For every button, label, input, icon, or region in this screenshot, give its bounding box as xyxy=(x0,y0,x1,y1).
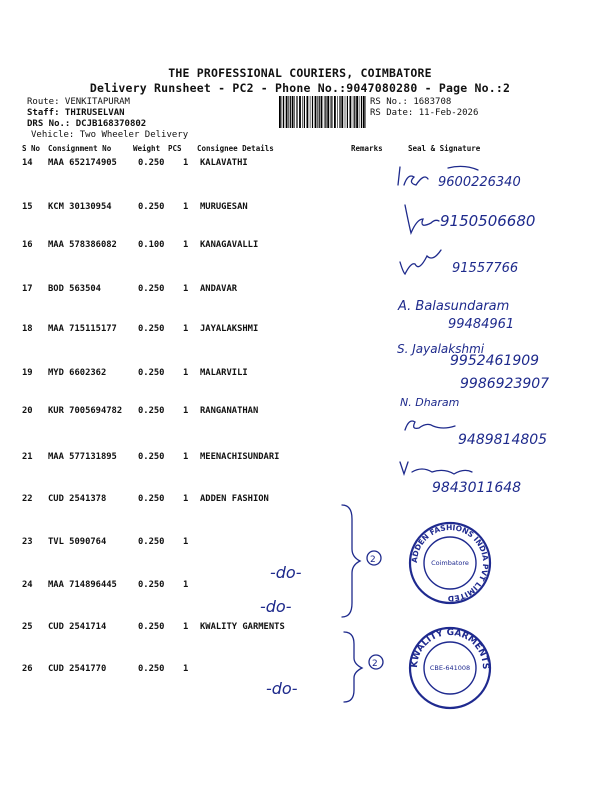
cell-sno: 24 xyxy=(22,580,33,590)
company-stamp xyxy=(410,628,490,708)
staff-label: Staff: THIRUSELVAN xyxy=(27,108,125,118)
cell-consignee: ANDAVAR xyxy=(200,284,238,294)
cell-weight: 0.250 xyxy=(138,580,165,590)
cell-consignment: MAA 714896445 xyxy=(48,580,117,590)
cell-weight: 0.250 xyxy=(138,664,165,674)
col-consignee: Consignee Details xyxy=(197,144,274,153)
col-weight: Weight xyxy=(133,144,161,153)
cell-weight: 0.250 xyxy=(138,324,165,334)
handwritten-phone: 9489814805 xyxy=(458,432,548,448)
handwritten-phone: 9952461909 xyxy=(450,353,540,369)
cell-consignee: JAYALAKSHMI xyxy=(200,324,259,334)
drs-number: DRS No.: DCJB168370802 xyxy=(27,119,147,129)
cell-consignment: MAA 652174905 xyxy=(48,158,117,168)
col-remarks: Remarks xyxy=(351,144,383,153)
cell-consignment: CUD 2541378 xyxy=(48,494,107,504)
handwritten-phone: 9600226340 xyxy=(438,175,521,190)
signature-scribble xyxy=(398,167,428,185)
cell-weight: 0.250 xyxy=(138,406,165,416)
cell-consignment: CUD 2541714 xyxy=(48,622,107,632)
vehicle-label: Vehicle: Two Wheeler Delivery xyxy=(31,130,189,140)
company-title: THE PROFESSIONAL COURIERS, COIMBATORE xyxy=(168,66,432,80)
cell-consignment: KCM 30130954 xyxy=(48,202,112,212)
cell-sno: 22 xyxy=(22,494,33,504)
cell-pcs: 1 xyxy=(183,622,189,632)
cell-pcs: 1 xyxy=(183,537,189,547)
signature-scribble xyxy=(400,250,441,274)
cell-consignee: RANGANATHAN xyxy=(200,406,259,416)
ditto-mark: -do- xyxy=(270,563,302,582)
cell-sno: 18 xyxy=(22,324,33,334)
cell-sno: 19 xyxy=(22,368,33,378)
handwritten-phone: 9150506680 xyxy=(440,212,536,230)
cell-pcs: 1 xyxy=(183,452,189,462)
cell-sno: 17 xyxy=(22,284,33,294)
col-consignment: Consignment No xyxy=(48,144,112,153)
handwritten-name: A. Balasundaram xyxy=(398,299,510,314)
handwritten-phone: 9986923907 xyxy=(460,376,550,392)
svg-text:CBE-641008: CBE-641008 xyxy=(429,664,471,672)
cell-sno: 16 xyxy=(22,240,33,250)
cell-sno: 15 xyxy=(22,202,33,212)
handwritten-name: S. Jayalakshmi xyxy=(397,342,485,356)
svg-text:2: 2 xyxy=(372,659,378,669)
cell-pcs: 1 xyxy=(183,494,189,504)
cell-sno: 21 xyxy=(22,452,33,462)
cell-consignee: ADDEN FASHION xyxy=(200,494,269,504)
cell-sno: 25 xyxy=(22,622,33,632)
cell-sno: 14 xyxy=(22,158,33,168)
cell-pcs: 1 xyxy=(183,284,189,294)
cell-weight: 0.250 xyxy=(138,368,165,378)
cell-consignee: KWALITY GARMENTS xyxy=(200,622,285,632)
cell-sno: 26 xyxy=(22,664,33,674)
runsheet-subtitle: Delivery Runsheet - PC2 - Phone No.:9047080280 - Page No.:2 xyxy=(89,81,511,95)
cell-consignment: MAA 577131895 xyxy=(48,452,117,462)
cell-pcs: 1 xyxy=(183,324,189,334)
cell-consignee: KANAGAVALLI xyxy=(200,240,259,250)
rs-number: RS No.: 1683708 xyxy=(370,97,452,107)
cell-pcs: 1 xyxy=(183,406,189,416)
cell-weight: 0.250 xyxy=(138,452,165,462)
signature-scribble xyxy=(400,462,472,474)
cell-consignment: CUD 2541770 xyxy=(48,664,107,674)
cell-consignment: MAA 578386082 xyxy=(48,240,117,250)
svg-text:ADDEN FASHIONS INDIA PVT LIMIT: ADDEN FASHIONS INDIA PVT LIMITED xyxy=(409,522,491,604)
route-label: Route: VENKITAPURAM xyxy=(27,97,130,107)
signature-scribble xyxy=(405,421,455,430)
handwritten-phone: 9843011648 xyxy=(432,480,522,496)
cell-consignee: MEENACHISUNDARI xyxy=(200,452,280,462)
ditto-mark: -do- xyxy=(260,597,292,616)
cell-sno: 23 xyxy=(22,537,33,547)
cell-consignment: BOD 563504 xyxy=(48,284,101,294)
svg-text:2: 2 xyxy=(370,555,376,565)
cell-pcs: 1 xyxy=(183,158,189,168)
cell-pcs: 1 xyxy=(183,580,189,590)
handwritten-name: N. Dharam xyxy=(400,396,460,409)
svg-text:Coimbatore: Coimbatore xyxy=(431,559,469,567)
cell-weight: 0.250 xyxy=(138,202,165,212)
svg-text:KWALITY GARMENTS: KWALITY GARMENTS xyxy=(409,627,491,670)
col-pcs: PCS xyxy=(168,144,182,153)
cell-weight: 0.250 xyxy=(138,158,165,168)
cell-weight: 0.250 xyxy=(138,537,165,547)
grouping-brace xyxy=(344,632,362,702)
company-stamp xyxy=(410,523,490,603)
cell-consignment: MAA 715115177 xyxy=(48,324,117,334)
handwritten-phone: 99484961 xyxy=(448,317,515,332)
grouping-brace xyxy=(342,505,360,617)
cell-pcs: 1 xyxy=(183,664,189,674)
cell-consignee: MALARVILI xyxy=(200,368,248,378)
col-seal-signature: Seal & Signature xyxy=(408,144,481,153)
cell-weight: 0.100 xyxy=(138,240,165,250)
cell-weight: 0.250 xyxy=(138,622,165,632)
col-sno: S No xyxy=(22,144,41,153)
cell-consignee: MURUGESAN xyxy=(200,202,248,212)
ditto-mark: -do- xyxy=(266,679,298,698)
cell-pcs: 1 xyxy=(183,368,189,378)
cell-consignment: TVL 5090764 xyxy=(48,537,107,547)
cell-sno: 20 xyxy=(22,406,33,416)
cell-weight: 0.250 xyxy=(138,284,165,294)
cell-weight: 0.250 xyxy=(138,494,165,504)
rs-date: RS Date: 11-Feb-2026 xyxy=(370,108,479,118)
cell-pcs: 1 xyxy=(183,240,189,250)
signature-scribble xyxy=(405,205,439,233)
cell-consignee: KALAVATHI xyxy=(200,158,248,168)
handwritten-phone: 91557766 xyxy=(452,261,519,276)
cell-consignment: MYD 6602362 xyxy=(48,368,107,378)
cell-consignment: KUR 7005694782 xyxy=(48,406,123,416)
cell-pcs: 1 xyxy=(183,202,189,212)
